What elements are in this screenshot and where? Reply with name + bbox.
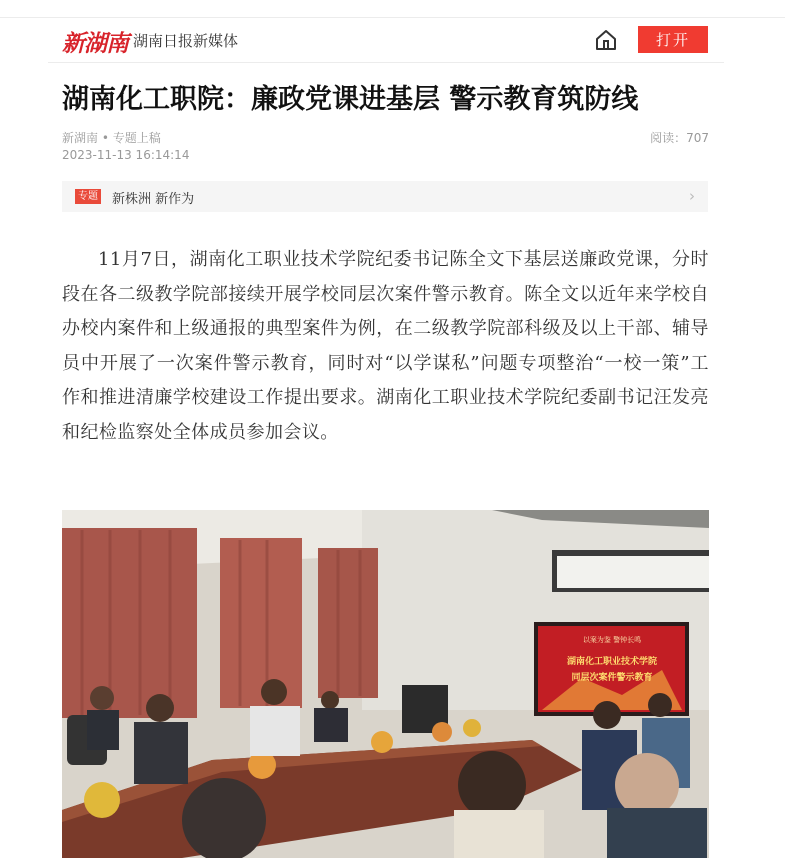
screen-text-line2: 湖南化工职业技术学院 <box>566 657 658 667</box>
app-logo[interactable]: 新湖南 <box>62 30 128 57</box>
topic-tag-badge: 专题 <box>75 189 101 204</box>
open-app-button[interactable]: 打开 <box>638 26 708 53</box>
topic-link-bar[interactable] <box>62 181 708 212</box>
article-title: 湖南化工职院：廉政党课进基层 警示教育筑防线 <box>62 84 639 115</box>
brand-subtitle: 湖南日报新媒体 <box>133 32 239 50</box>
read-count: 阅读：707 <box>650 131 709 145</box>
home-icon[interactable] <box>594 28 618 52</box>
meeting-photo-illustration <box>62 510 709 858</box>
app-header <box>48 18 724 63</box>
article-body: 11月7日，湖南化工职业技术学院纪委书记陈全文下基层送廉政党课，分时段在各二级教学院部接续开展学校同层次案件警示教育。陈全文以近年来学校自办校内案件和上级通报的典型案件为例，在二级教学院部科级及以上干部、辅导员中开展了一次案件警示教育，同时对“以学谋私”问题专项整治“一校一策”工作和推进清廉学校建设工作提出要求。湖南化工职业技术学院纪委副书记汪发亮和纪检监察处全体成员参加会议。 <box>62 249 709 443</box>
article-source: 新湖南 • 专题上稿 <box>62 131 161 145</box>
topic-title[interactable]: 新株洲 新作为 <box>112 192 195 207</box>
chevron-right-icon: › <box>689 187 695 205</box>
screen-text-line3: 同层次案件警示教育 <box>571 673 653 683</box>
article-timestamp: 2023-11-13 16:14:14 <box>62 148 190 162</box>
meeting-photo[interactable] <box>62 510 709 858</box>
screen-text-line1: 以案为鉴 警钟长鸣 <box>582 636 642 644</box>
